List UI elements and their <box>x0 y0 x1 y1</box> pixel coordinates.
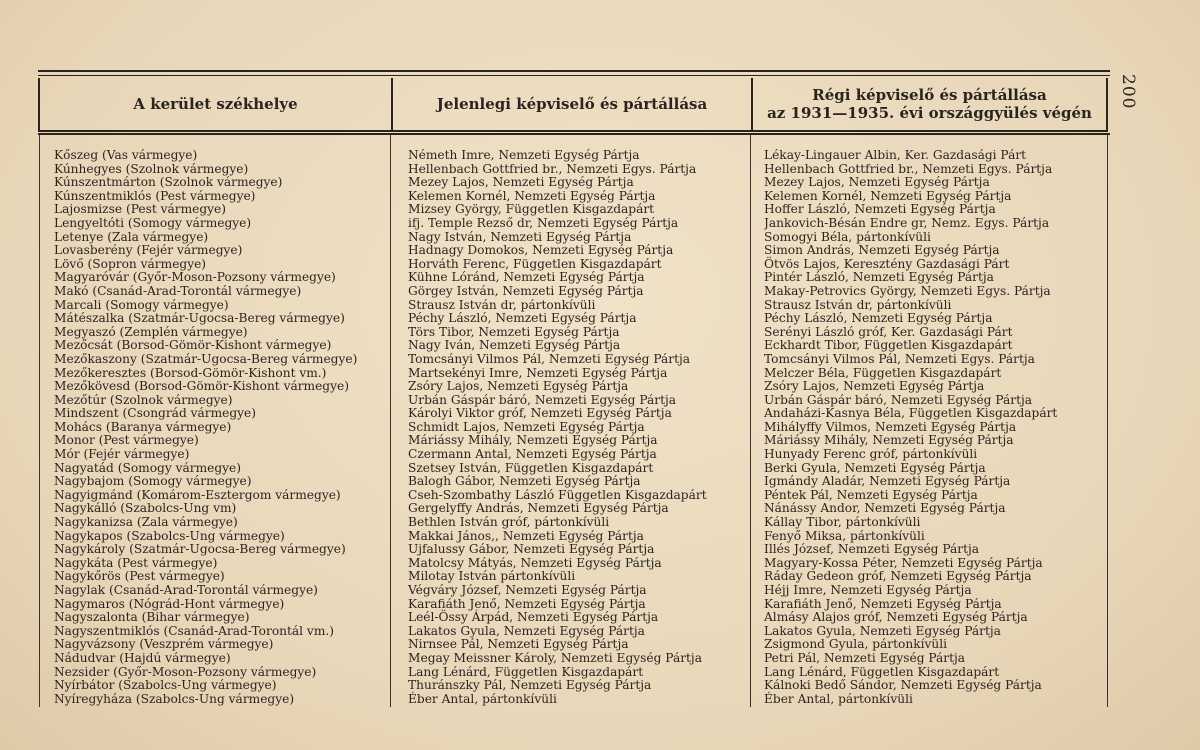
current-row: Lakatos Gyula, Nemzeti Egység Pártja <box>408 623 645 638</box>
page-number: 200 <box>1118 74 1138 110</box>
current-row: Strausz István dr, pártonkívüli <box>408 297 596 312</box>
former-row: Pintér László, Nemzeti Egység Pártja <box>764 270 994 285</box>
former-row: Andaházi-Kasnya Béla, Független Kisgazdapárt <box>764 406 1058 421</box>
former-row: Zsóry Lajos, Nemzeti Egység Pártja <box>764 379 985 394</box>
current-row: Németh Imre, Nemzeti Egység Pártja <box>408 149 640 162</box>
seat-row: Megyaszó (Zemplén vármegye) <box>54 324 248 339</box>
current-row: Hadnagy Domokos, Nemzeti Egység Pártja <box>408 243 674 258</box>
top-rule <box>38 70 1110 72</box>
former-row: Éber Antal, pártonkívüli <box>764 691 913 706</box>
former-row: Kálnoki Bedő Sándor, Nemzeti Egység Pártja <box>764 678 1042 693</box>
current-row: Megay Meissner Károly, Nemzeti Egység Pártja <box>408 650 702 665</box>
column-divider-left <box>39 135 40 707</box>
header-former-line2: az 1931—1935. évi országgyülés végén <box>767 104 1092 122</box>
current-row: Milotay István pártonkívüli <box>408 569 576 584</box>
current-row: Nirnsee Pál, Nemzeti Egység Pártja <box>408 637 629 652</box>
current-row: Mizsey György, Független Kisgazdapárt <box>408 202 655 217</box>
current-row: Balogh Gábor, Nemzeti Egység Pártja <box>408 474 641 489</box>
former-row: Péchy László, Nemzeti Egység Pártja <box>764 311 993 326</box>
former-row: Hoffer László, Nemzeti Egység Pártja <box>764 202 996 217</box>
seat-row: Magyaróvár (Győr-Moson-Pozsony vármegye) <box>54 270 336 285</box>
seat-row: Kúnszentmiklós (Pest vármegye) <box>54 188 256 203</box>
former-row: Kelemen Kornél, Nemzeti Egység Pártja <box>764 188 1012 203</box>
current-row: Urbán Gáspár báró, Nemzeti Egység Pártja <box>408 392 677 407</box>
column-divider-right <box>1107 135 1108 707</box>
current-row: Máriássy Mihály, Nemzeti Egység Pártja <box>408 433 658 448</box>
current-row: Matolcsy Mátyás, Nemzeti Egység Pártja <box>408 555 662 570</box>
former-row: Nánássy Andor, Nemzeti Egység Pártja <box>764 501 1006 516</box>
former-row: Zsigmond Gyula, pártonkívüli <box>764 637 948 652</box>
seat-row: Kúnszentmárton (Szolnok vármegye) <box>54 175 283 190</box>
current-row: Martsekényi Imre, Nemzeti Egység Pártja <box>408 365 668 380</box>
seat-row: Nagybajom (Somogy vármegye) <box>54 474 252 489</box>
former-row: Magyary-Kossa Péter, Nemzeti Egység Pártja <box>764 555 1043 570</box>
seat-row: Nyírbátor (Szabolcs-Ung vármegye) <box>54 678 277 693</box>
current-row: Thuránszky Pál, Nemzeti Egység Pártja <box>408 678 652 693</box>
current-row: Éber Antal, pártonkívüli <box>408 691 557 706</box>
current-row: Bethlen István gróf, pártonkívüli <box>408 515 610 530</box>
seat-row: Kúnhegyes (Szolnok vármegye) <box>54 161 249 176</box>
seat-row: Lovasberény (Fejér vármegye) <box>54 243 243 258</box>
former-row: Simon András, Nemzeti Egység Pártja <box>764 243 1000 258</box>
current-row: Schmidt Lajos, Nemzeti Egység Pártja <box>408 419 645 434</box>
former-row: Mihályffy Vilmos, Nemzeti Egység Pártja <box>764 419 1017 434</box>
current-row: Törs Tibor, Nemzeti Egység Pártja <box>408 324 620 339</box>
seat-row: Monor (Pest vármegye) <box>54 433 199 448</box>
former-row: Illés József, Nemzeti Egység Pártja <box>764 542 980 557</box>
seat-row: Nagykáta (Pest vármegye) <box>54 555 218 570</box>
former-row: Tomcsányi Vilmos Pál, Nemzeti Egys. Pártja <box>764 351 1035 366</box>
seat-row: Mohács (Baranya vármegye) <box>54 419 232 434</box>
former-row: Ötvös Lajos, Keresztény Gazdasági Párt <box>764 256 1010 271</box>
seat-row: Nagykároly (Szatmár-Ugocsa-Bereg vármegye) <box>54 542 346 557</box>
seat-row: Mindszent (Csongrád vármegye) <box>54 406 257 421</box>
current-row: Zsóry Lajos, Nemzeti Egység Pártja <box>408 379 629 394</box>
column-divider-2 <box>750 135 751 707</box>
former-row: Karafiáth Jenő, Nemzeti Egység Pártja <box>764 596 1002 611</box>
seat-row: Mezőkaszony (Szatmár-Ugocsa-Bereg vármegye) <box>54 351 358 366</box>
header-former-line1: Régi képviselő és pártállása <box>812 86 1047 104</box>
current-row: Tomcsányi Vilmos Pál, Nemzeti Egység Pártja <box>408 351 691 366</box>
seat-row: Nagykőrös (Pest vármegye) <box>54 569 225 584</box>
current-row: Péchy László, Nemzeti Egység Pártja <box>408 311 637 326</box>
seat-row: Mezőkövesd (Borsod-Gömör-Kishont vármegye) <box>54 379 349 394</box>
former-row: Kállay Tibor, pártonkívüli <box>764 515 921 530</box>
former-row: Serényi László gróf, Ker. Gazdasági Párt <box>764 324 1013 339</box>
seat-row: Marcali (Somogy vármegye) <box>54 297 229 312</box>
seat-row: Nádudvar (Hajdú vármegye) <box>54 650 231 665</box>
header-former <box>753 78 1106 130</box>
current-row: ifj. Temple Rezső dr, Nemzeti Egység Pártja <box>408 215 679 230</box>
current-row: Végváry József, Nemzeti Egység Pártja <box>408 583 647 597</box>
former-row: Lékay-Lingauer Albin, Ker. Gazdasági Párt <box>764 149 1027 162</box>
seat-row: Lövő (Sopron vármegye) <box>54 256 207 271</box>
current-row: Lang Lénárd, Független Kisgazdapárt <box>408 664 644 679</box>
current-row: Károlyi Viktor gróf, Nemzeti Egység Pártja <box>408 406 672 421</box>
former-row: Lakatos Gyula, Nemzeti Egység Pártja <box>764 623 1001 638</box>
former-row: Mezey Lajos, Nemzeti Egység Pártja <box>764 175 990 190</box>
current-row: Makkai János,, Nemzeti Egység Pártja <box>408 528 644 543</box>
current-row: Karafiáth Jenő, Nemzeti Egység Pártja <box>408 596 646 611</box>
former-row: Hellenbach Gottfried br., Nemzeti Egys. Pártja <box>764 161 1053 176</box>
former-row: Melczer Béla, Független Kisgazdapárt <box>764 365 1002 380</box>
seat-row: Nagyatád (Somogy vármegye) <box>54 460 242 475</box>
seat-row: Nyíregyháza (Szabolcs-Ung vármegye) <box>54 691 295 706</box>
current-row: Szetsey István, Független Kisgazdapárt <box>408 460 654 475</box>
seat-row: Lengyeltóti (Somogy vármegye) <box>54 215 252 230</box>
current-row: Nagy Iván, Nemzeti Egység Pártja <box>408 338 621 353</box>
former-row: Fenyő Miksa, pártonkívüli <box>764 528 925 543</box>
seat-row: Nagyvázsony (Veszprém vármegye) <box>54 637 274 652</box>
current-row: Czermann Antal, Nemzeti Egység Pártja <box>408 447 657 462</box>
seat-row: Letenye (Zala vármegye) <box>54 229 209 244</box>
seat-row: Nagyszentmiklós (Csanád-Arad-Torontál vm.) <box>54 623 335 638</box>
seat-row: Mezőtúr (Szolnok vármegye) <box>54 392 233 407</box>
former-row: Héjj Imre, Nemzeti Egység Pártja <box>764 583 972 597</box>
table-header <box>38 78 1108 132</box>
former-representative-column <box>764 149 1104 706</box>
seat-column <box>54 149 388 706</box>
seat-row: Nezsider (Győr-Moson-Pozsony vármegye) <box>54 664 317 679</box>
current-row: Gergelyffy András, Nemzeti Egység Pártja <box>408 501 669 516</box>
top-rule-thin <box>38 75 1110 76</box>
seat-row: Mezőkeresztes (Borsod-Gömör-Kishont vm.) <box>54 365 327 380</box>
former-row: Petri Pál, Nemzeti Egység Pártja <box>764 650 966 665</box>
former-row: Urbán Gáspár báró, Nemzeti Egység Pártja <box>764 392 1033 407</box>
current-row: Hellenbach Gottfried br., Nemzeti Egys. Pártja <box>408 161 697 176</box>
former-row: Lang Lénárd, Független Kisgazdapárt <box>764 664 1000 679</box>
former-row: Berki Gyula, Nemzeti Egység Pártja <box>764 460 986 475</box>
seat-row: Mezőcsát (Borsod-Gömör-Kishont vármegye) <box>54 338 332 353</box>
current-row: Mezey Lajos, Nemzeti Egység Pártja <box>408 175 634 190</box>
current-row: Nagy István, Nemzeti Egység Pártja <box>408 229 632 244</box>
current-row: Leél-Össy Árpád, Nemzeti Egység Pártja <box>408 610 659 625</box>
current-row: Cseh-Szombathy László Független Kisgazdapárt <box>408 487 707 502</box>
former-row: Somogyi Béla, pártonkívüli <box>764 229 931 244</box>
column-divider-1 <box>390 135 391 707</box>
seat-row: Lajosmizse (Pest vármegye) <box>54 202 226 217</box>
former-row: Hunyady Ferenc gróf, pártonkívüli <box>764 447 978 462</box>
seat-row: Nagyigmánd (Komárom-Esztergom vármegye) <box>54 487 341 502</box>
seat-row: Nagykanizsa (Zala vármegye) <box>54 515 238 530</box>
former-row: Máriássy Mihály, Nemzeti Egység Pártja <box>764 433 1014 448</box>
header-bottom-rule <box>38 133 1110 135</box>
former-row: Makay-Petrovics György, Nemzeti Egys. Pártja <box>764 283 1051 298</box>
current-row: Horváth Ferenc, Független Kisgazdapárt <box>408 256 662 271</box>
former-row: Péntek Pál, Nemzeti Egység Pártja <box>764 487 978 502</box>
header-seat: A kerület székhelye <box>133 95 298 113</box>
former-row: Igmándy Aladár, Nemzeti Egység Pártja <box>764 474 1011 489</box>
former-row: Ráday Gedeon gróf, Nemzeti Egység Pártja <box>764 569 1032 584</box>
former-row: Strausz István dr, pártonkívüli <box>764 297 952 312</box>
former-row: Jankovich-Bésán Endre gr, Nemz. Egys. Pártja <box>764 215 1050 230</box>
current-row: Kelemen Kornél, Nemzeti Egység Pártja <box>408 188 656 203</box>
current-row: Kühne Lóránd, Nemzeti Egység Pártja <box>408 270 645 285</box>
seat-row: Nagykapos (Szabolcs-Ung vármegye) <box>54 528 285 543</box>
header-current: Jelenlegi képviselő és pártállása <box>436 95 708 113</box>
former-row: Eckhardt Tibor, Független Kisgazdapárt <box>764 338 1013 353</box>
seat-row: Nagymaros (Nógrád-Hont vármegye) <box>54 596 285 611</box>
seat-row: Makó (Csanád-Arad-Torontál vármegye) <box>54 283 302 298</box>
seat-row: Mór (Fejér vármegye) <box>54 447 190 462</box>
current-row: Ujfalussy Gábor, Nemzeti Egység Pártja <box>408 542 655 557</box>
seat-row: Mátészalka (Szatmár-Ugocsa-Bereg vármegye) <box>54 311 345 326</box>
former-row: Almásy Alajos gróf, Nemzeti Egység Pártja <box>764 610 1028 625</box>
current-representative-column <box>408 149 748 706</box>
seat-row: Nagyszalonta (Bihar vármegye) <box>54 610 250 625</box>
current-row: Görgey István, Nemzeti Egység Pártja <box>408 283 644 298</box>
seat-row: Nagykálló (Szabolcs-Ung vm) <box>54 501 237 516</box>
seat-row: Kőszeg (Vas vármegye) <box>54 149 198 162</box>
seat-row: Nagylak (Csanád-Arad-Torontál vármegye) <box>54 583 318 597</box>
